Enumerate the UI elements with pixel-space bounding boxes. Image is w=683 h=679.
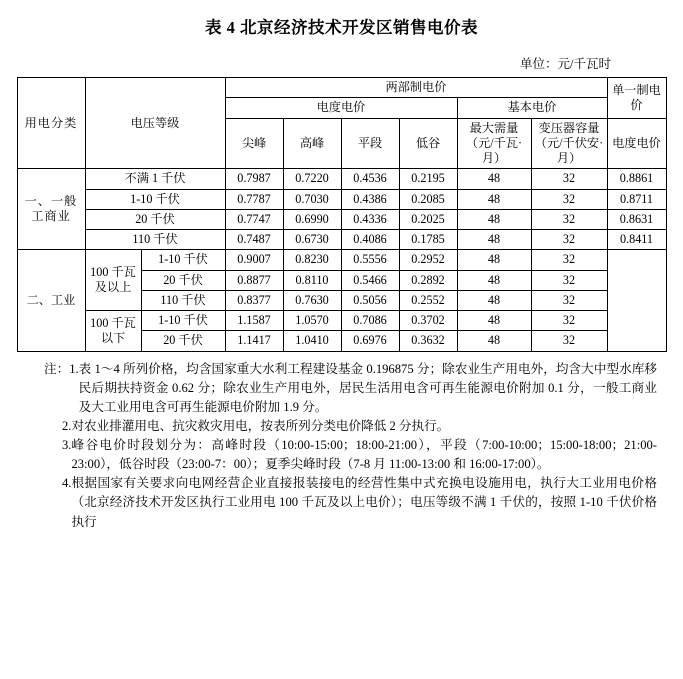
note-item xyxy=(62,474,657,531)
header-category: 用电分类 xyxy=(17,78,85,169)
max-demand-value: 48 xyxy=(457,250,531,270)
flat-value: 0.6976 xyxy=(341,331,399,351)
table-row xyxy=(17,250,666,270)
tip-peak-value: 0.7487 xyxy=(225,230,283,250)
single-part-value: 0.8631 xyxy=(607,209,666,229)
voltage-cell: 不满 1 千伏 xyxy=(85,169,225,189)
max-demand-value: 48 xyxy=(457,331,531,351)
flat-value: 0.4536 xyxy=(341,169,399,189)
valley-value: 0.2085 xyxy=(399,189,457,209)
transformer-value: 32 xyxy=(531,290,607,310)
note-item xyxy=(44,360,657,417)
header-tip-peak: 尖峰 xyxy=(225,118,283,169)
tip-peak-value: 0.7747 xyxy=(225,209,283,229)
max-demand-value: 48 xyxy=(457,270,531,290)
max-demand-value: 48 xyxy=(457,209,531,229)
max-demand-value: 48 xyxy=(457,169,531,189)
note-text: 表 1～4 所列价格，均含国家重大水利工程建设基金 0.196875 分；除农业生产用电外，均含大中型水库移民后期扶持资金 0.62 分；除农业生产用电外，居民生活用电含可再生能源电价附加 0.1 分，一般工商业及大工业用电含可再生能源电价附加 1.9 分。 xyxy=(78,361,657,414)
note-number: 1. xyxy=(69,361,79,376)
transformer-value: 32 xyxy=(531,331,607,351)
voltage-cell: 110 千伏 xyxy=(85,230,225,250)
subgroup-below-100kw: 100 千瓦以下 xyxy=(85,311,141,352)
peak-value: 0.8230 xyxy=(283,250,341,270)
category-industrial: 二、工业 xyxy=(17,250,85,351)
tip-peak-value: 1.1417 xyxy=(225,331,283,351)
header-max-demand: 最大需量（元/千瓦·月） xyxy=(457,118,531,169)
voltage-cell: 1-10 千伏 xyxy=(85,189,225,209)
single-part-value: 0.8861 xyxy=(607,169,666,189)
note-number: 4. xyxy=(62,476,72,491)
table-header-row-1 xyxy=(17,78,666,98)
header-two-part-price: 两部制电价 xyxy=(225,78,607,98)
transformer-value: 32 xyxy=(531,250,607,270)
valley-value: 0.2195 xyxy=(399,169,457,189)
peak-value: 1.0570 xyxy=(283,311,341,331)
peak-value: 0.7030 xyxy=(283,189,341,209)
header-energy-price: 电度电价 xyxy=(225,98,457,118)
transformer-value: 32 xyxy=(531,169,607,189)
table-row xyxy=(17,169,666,189)
flat-value: 0.4336 xyxy=(341,209,399,229)
header-flat: 平段 xyxy=(341,118,399,169)
header-peak: 高峰 xyxy=(283,118,341,169)
peak-value: 0.6730 xyxy=(283,230,341,250)
header-single-part-price: 单一制电价 xyxy=(607,78,666,119)
tip-peak-value: 1.1587 xyxy=(225,311,283,331)
header-valley: 低谷 xyxy=(399,118,457,169)
peak-value: 0.8110 xyxy=(283,270,341,290)
single-part-value-empty xyxy=(607,250,666,351)
category-general-commercial: 一、一般工商业 xyxy=(17,169,85,250)
valley-value: 0.3632 xyxy=(399,331,457,351)
voltage-cell: 20 千伏 xyxy=(141,270,225,290)
max-demand-value: 48 xyxy=(457,230,531,250)
note-item xyxy=(62,417,657,436)
valley-value: 0.2892 xyxy=(399,270,457,290)
header-voltage-level: 电压等级 xyxy=(85,78,225,169)
peak-value: 1.0410 xyxy=(283,331,341,351)
page-title: 表 4 北京经济技术开发区销售电价表 xyxy=(205,18,478,37)
max-demand-value: 48 xyxy=(457,311,531,331)
valley-value: 0.2552 xyxy=(399,290,457,310)
max-demand-value: 48 xyxy=(457,290,531,310)
valley-value: 0.2025 xyxy=(399,209,457,229)
header-single-part-energy: 电度电价 xyxy=(607,118,666,169)
valley-value: 0.3702 xyxy=(399,311,457,331)
valley-value: 0.2952 xyxy=(399,250,457,270)
flat-value: 0.5466 xyxy=(341,270,399,290)
flat-value: 0.4386 xyxy=(341,189,399,209)
electricity-price-table xyxy=(17,77,667,352)
tip-peak-value: 0.8377 xyxy=(225,290,283,310)
tip-peak-value: 0.9007 xyxy=(225,250,283,270)
single-part-value: 0.8411 xyxy=(607,230,666,250)
peak-value: 0.7220 xyxy=(283,169,341,189)
notes-label: 注： xyxy=(44,361,70,376)
peak-value: 0.7630 xyxy=(283,290,341,310)
table-row xyxy=(17,230,666,250)
peak-value: 0.6990 xyxy=(283,209,341,229)
unit-note: 单位：元/千瓦时 xyxy=(520,57,611,71)
header-transformer-capacity: 变压器容量（元/千伏安·月） xyxy=(531,118,607,169)
table-row xyxy=(17,189,666,209)
max-demand-value: 48 xyxy=(457,189,531,209)
tip-peak-value: 0.7987 xyxy=(225,169,283,189)
single-part-value: 0.8711 xyxy=(607,189,666,209)
voltage-cell: 110 千伏 xyxy=(141,290,225,310)
flat-value: 0.7086 xyxy=(341,311,399,331)
header-basic-price: 基本电价 xyxy=(457,98,607,118)
tip-peak-value: 0.8877 xyxy=(225,270,283,290)
voltage-cell: 20 千伏 xyxy=(85,209,225,229)
transformer-value: 32 xyxy=(531,230,607,250)
note-text: 根据国家有关要求向电网经营企业直接报装接电的经营性集中式充换电设施用电，执行大工业用电价格（北京经济技术开发区执行工业用电 100 千瓦及以上电价）；电压等级不满 1 千伏的，按照 1-10 千伏价格执行 xyxy=(71,476,657,529)
voltage-cell: 20 千伏 xyxy=(141,331,225,351)
tip-peak-value: 0.7787 xyxy=(225,189,283,209)
subgroup-100kw-and-above: 100 千瓦及以上 xyxy=(85,250,141,311)
valley-value: 0.1785 xyxy=(399,230,457,250)
document-page xyxy=(0,14,683,679)
flat-value: 0.5556 xyxy=(341,250,399,270)
flat-value: 0.4086 xyxy=(341,230,399,250)
flat-value: 0.5056 xyxy=(341,290,399,310)
transformer-value: 32 xyxy=(531,311,607,331)
voltage-cell: 1-10 千伏 xyxy=(141,250,225,270)
note-number: 3. xyxy=(62,438,72,453)
note-number: 2. xyxy=(62,418,72,433)
voltage-cell: 1-10 千伏 xyxy=(141,311,225,331)
notes-section xyxy=(26,360,657,532)
transformer-value: 32 xyxy=(531,209,607,229)
note-item xyxy=(62,436,657,474)
transformer-value: 32 xyxy=(531,189,607,209)
transformer-value: 32 xyxy=(531,270,607,290)
note-text: 对农业排灌用电、抗灾救灾用电，按表所列分类电价降低 2 分执行。 xyxy=(71,418,450,433)
table-row xyxy=(17,209,666,229)
note-text: 峰谷电价时段划分为：高峰时段（10:00-15:00；18:00-21:00），平段（7:00-10:00；15:00-18:00；21:00-23:00），低谷时段（23:00-7：00）；夏季尖峰时段（7-8 月 11:00-13:00 和 16:00-17:00）。 xyxy=(71,438,657,472)
table-row xyxy=(17,311,666,331)
